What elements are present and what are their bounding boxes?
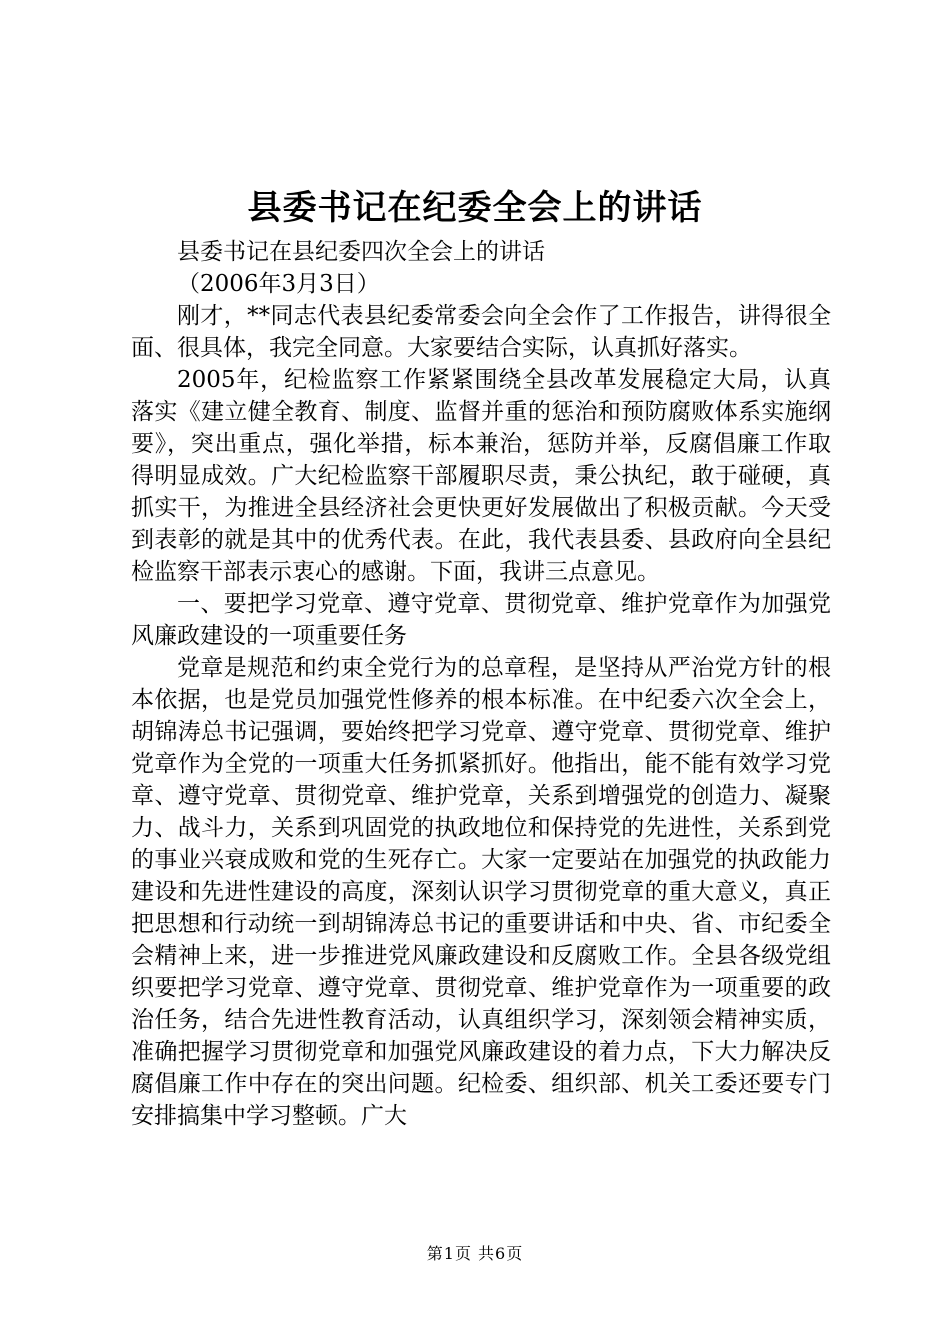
body-paragraph: 刚才，**同志代表县纪委常委会向全会作了工作报告，讲得很全面、很具体，我完全同意。大家要结合实际，认真抓好落实。 [131,303,831,361]
body-paragraph: 2005年，纪检监察工作紧紧围绕全县改革发展稳定大局，认真落实《建立健全教育、制度、监督并重的惩治和预防腐败体系实施纲要》，突出重点，强化举措，标本兼治，惩防并举，反腐倡廉工作取得明显成效。广大纪检监察干部履职尽责，秉公执纪，敢于碰硬，真抓实干，为推进全县经济社会更快更好发展做出了积极贡献。今天受到表彰的就是其中的优秀代表。在此，我代表县委、县政府向全县纪检监察干部表示衷心的感谢。下面，我讲三点意见。 [131,367,831,585]
speech-date: （2006年3月3日） [177,271,380,297]
document-body [131,236,831,1132]
document-title: 县委书记在纪委全会上的讲话 [247,188,703,228]
page-footer: 第1页 共6页 [426,1244,524,1263]
body-paragraph: 党章是规范和约束全党行为的总章程，是坚持从严治党方针的根本依据，也是党员加强党性修养的根本标准。在中纪委六次全会上，胡锦涛总书记强调，要始终把学习党章、遵守党章、贯彻党章、维护党章作为全党的一项重大任务抓紧抓好。他指出，能不能有效学习党章、遵守党章、贯彻党章、维护党章，关系到增强党的创造力、凝聚力、战斗力，关系到巩固党的执政地位和保持党的先进性，关系到党的事业兴衰成败和党的生死存亡。大家一定要站在加强党的执政能力建设和先进性建设的高度，深刻认识学习贯彻党章的重大意义，真正把思想和行动统一到胡锦涛总书记的重要讲话和中央、省、市纪委全会精神上来，进一步推进党风廉政建设和反腐败工作。全县各级党组织要把学习党章、遵守党章、贯彻党章、维护党章作为一项重要的政治任务，结合先进性教育活动，认真组织学习，深刻领会精神实质，准确把握学习贯彻党章和加强党风廉政建设的着力点，下大力解决反腐倡廉工作中存在的突出问题。纪检委、组织部、机关工委还要专门安排搞集中学习整顿。广大 [131,655,831,1129]
speech-subtitle: 县委书记在县纪委四次全会上的讲话 [177,239,545,265]
section-heading: 一、要把学习党章、遵守党章、贯彻党章、维护党章作为加强党风廉政建设的一项重要任务 [131,591,831,649]
